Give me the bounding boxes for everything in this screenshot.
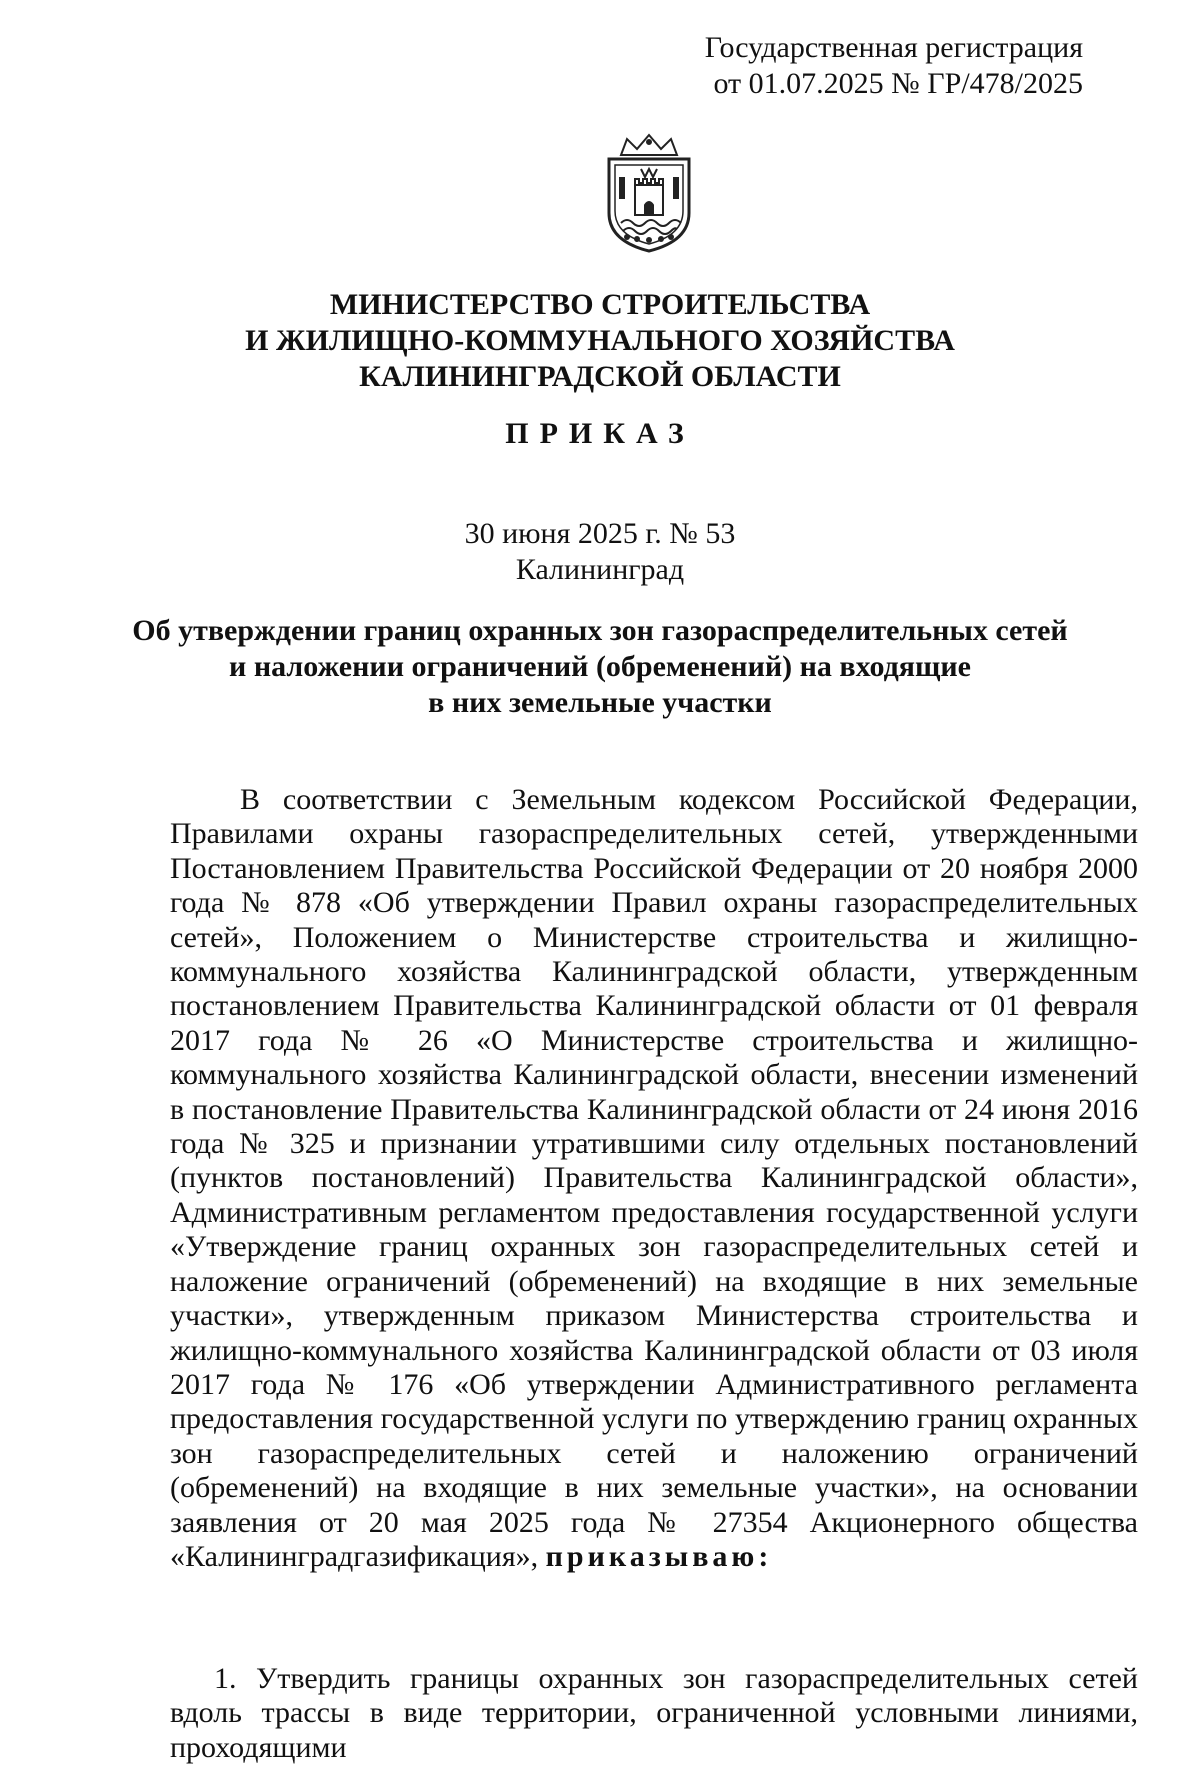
order-item-1: 1. Утвердить границы охранных зон газораспределительных сетей вдоль трассы в виде территории, ограниченной условными линиями, проходящими — [170, 1662, 1138, 1764]
registration-stamp — [705, 30, 1083, 102]
registration-line-2: от 01.07.2025 № ГР/478/2025 — [713, 67, 1083, 100]
ministry-line-2: И ЖИЛИЩНО-КОММУНАЛЬНОГО ХОЗЯЙСТВА — [245, 324, 955, 357]
date-and-place — [0, 516, 1200, 588]
order-city: Калининград — [515, 553, 685, 586]
document-type: ПРИКАЗ — [505, 417, 695, 450]
ministry-line-3: КАЛИНИНГРАДСКОЙ ОБЛАСТИ — [359, 360, 841, 393]
subject-line-3: в них земельные участки — [428, 686, 772, 719]
ministry-name — [0, 287, 1200, 395]
subject-line-2: и наложении ограничений (обременений) на входящие — [229, 650, 971, 683]
preamble-text: В соответствии с Земельным кодексом Российской Федерации, Правилами охраны газораспределительных сетей, утвержденными Постановлением Правительства Российской Федерации от 20 ноября 2000 года № 878 «Об утверждении Правил охраны газораспределительных сетей», Положением о Министерстве строительства и жилищно-коммунального хозяйства Калининградской области, утвержденным постановлением Правительства Калининградской области от 01 февраля 2017 года № 26 «О Министерстве строительства и жилищно-коммунального хозяйства Калининградской области, внесении изменений в постановление Правительства Калининградской области от 24 июня 2016 года № 325 и признании утратившими силу отдельных постановлений (пунктов постановлений) Правительства Калининградской области», Административным регламентом предоставления государственной услуги «Утверждение границ охранных зон газораспределительных сетей и наложение ограничений (обременений) на входящие в них земельные участки», утвержденным приказом Министерства строительства и жилищно-коммунального хозяйства Калининградской области от 03 июля 2017 года № 176 «Об утверждении Административного регламента предоставления государственной услуги по утверждению границ охранных зон газораспределительных сетей и наложению ограничений (обременений) на входящие в них земельные участки», на основании заявления от 20 мая 2025 года № 27354 Акционерного общества «Калининградгазификация», — [170, 783, 1138, 1573]
ministry-line-1: МИНИСТЕРСТВО СТРОИТЕЛЬСТВА — [329, 288, 871, 321]
coat-of-arms-icon — [601, 133, 697, 254]
order-date-number: 30 июня 2025 г. № 53 — [464, 517, 736, 550]
order-word: приказываю: — [545, 1539, 773, 1573]
registration-line-1: Государственная регистрация — [704, 31, 1083, 64]
preamble-paragraph — [170, 783, 1138, 1574]
order-subject — [0, 613, 1200, 721]
subject-line-1: Об утверждении границ охранных зон газораспределительных сетей — [132, 614, 1068, 647]
